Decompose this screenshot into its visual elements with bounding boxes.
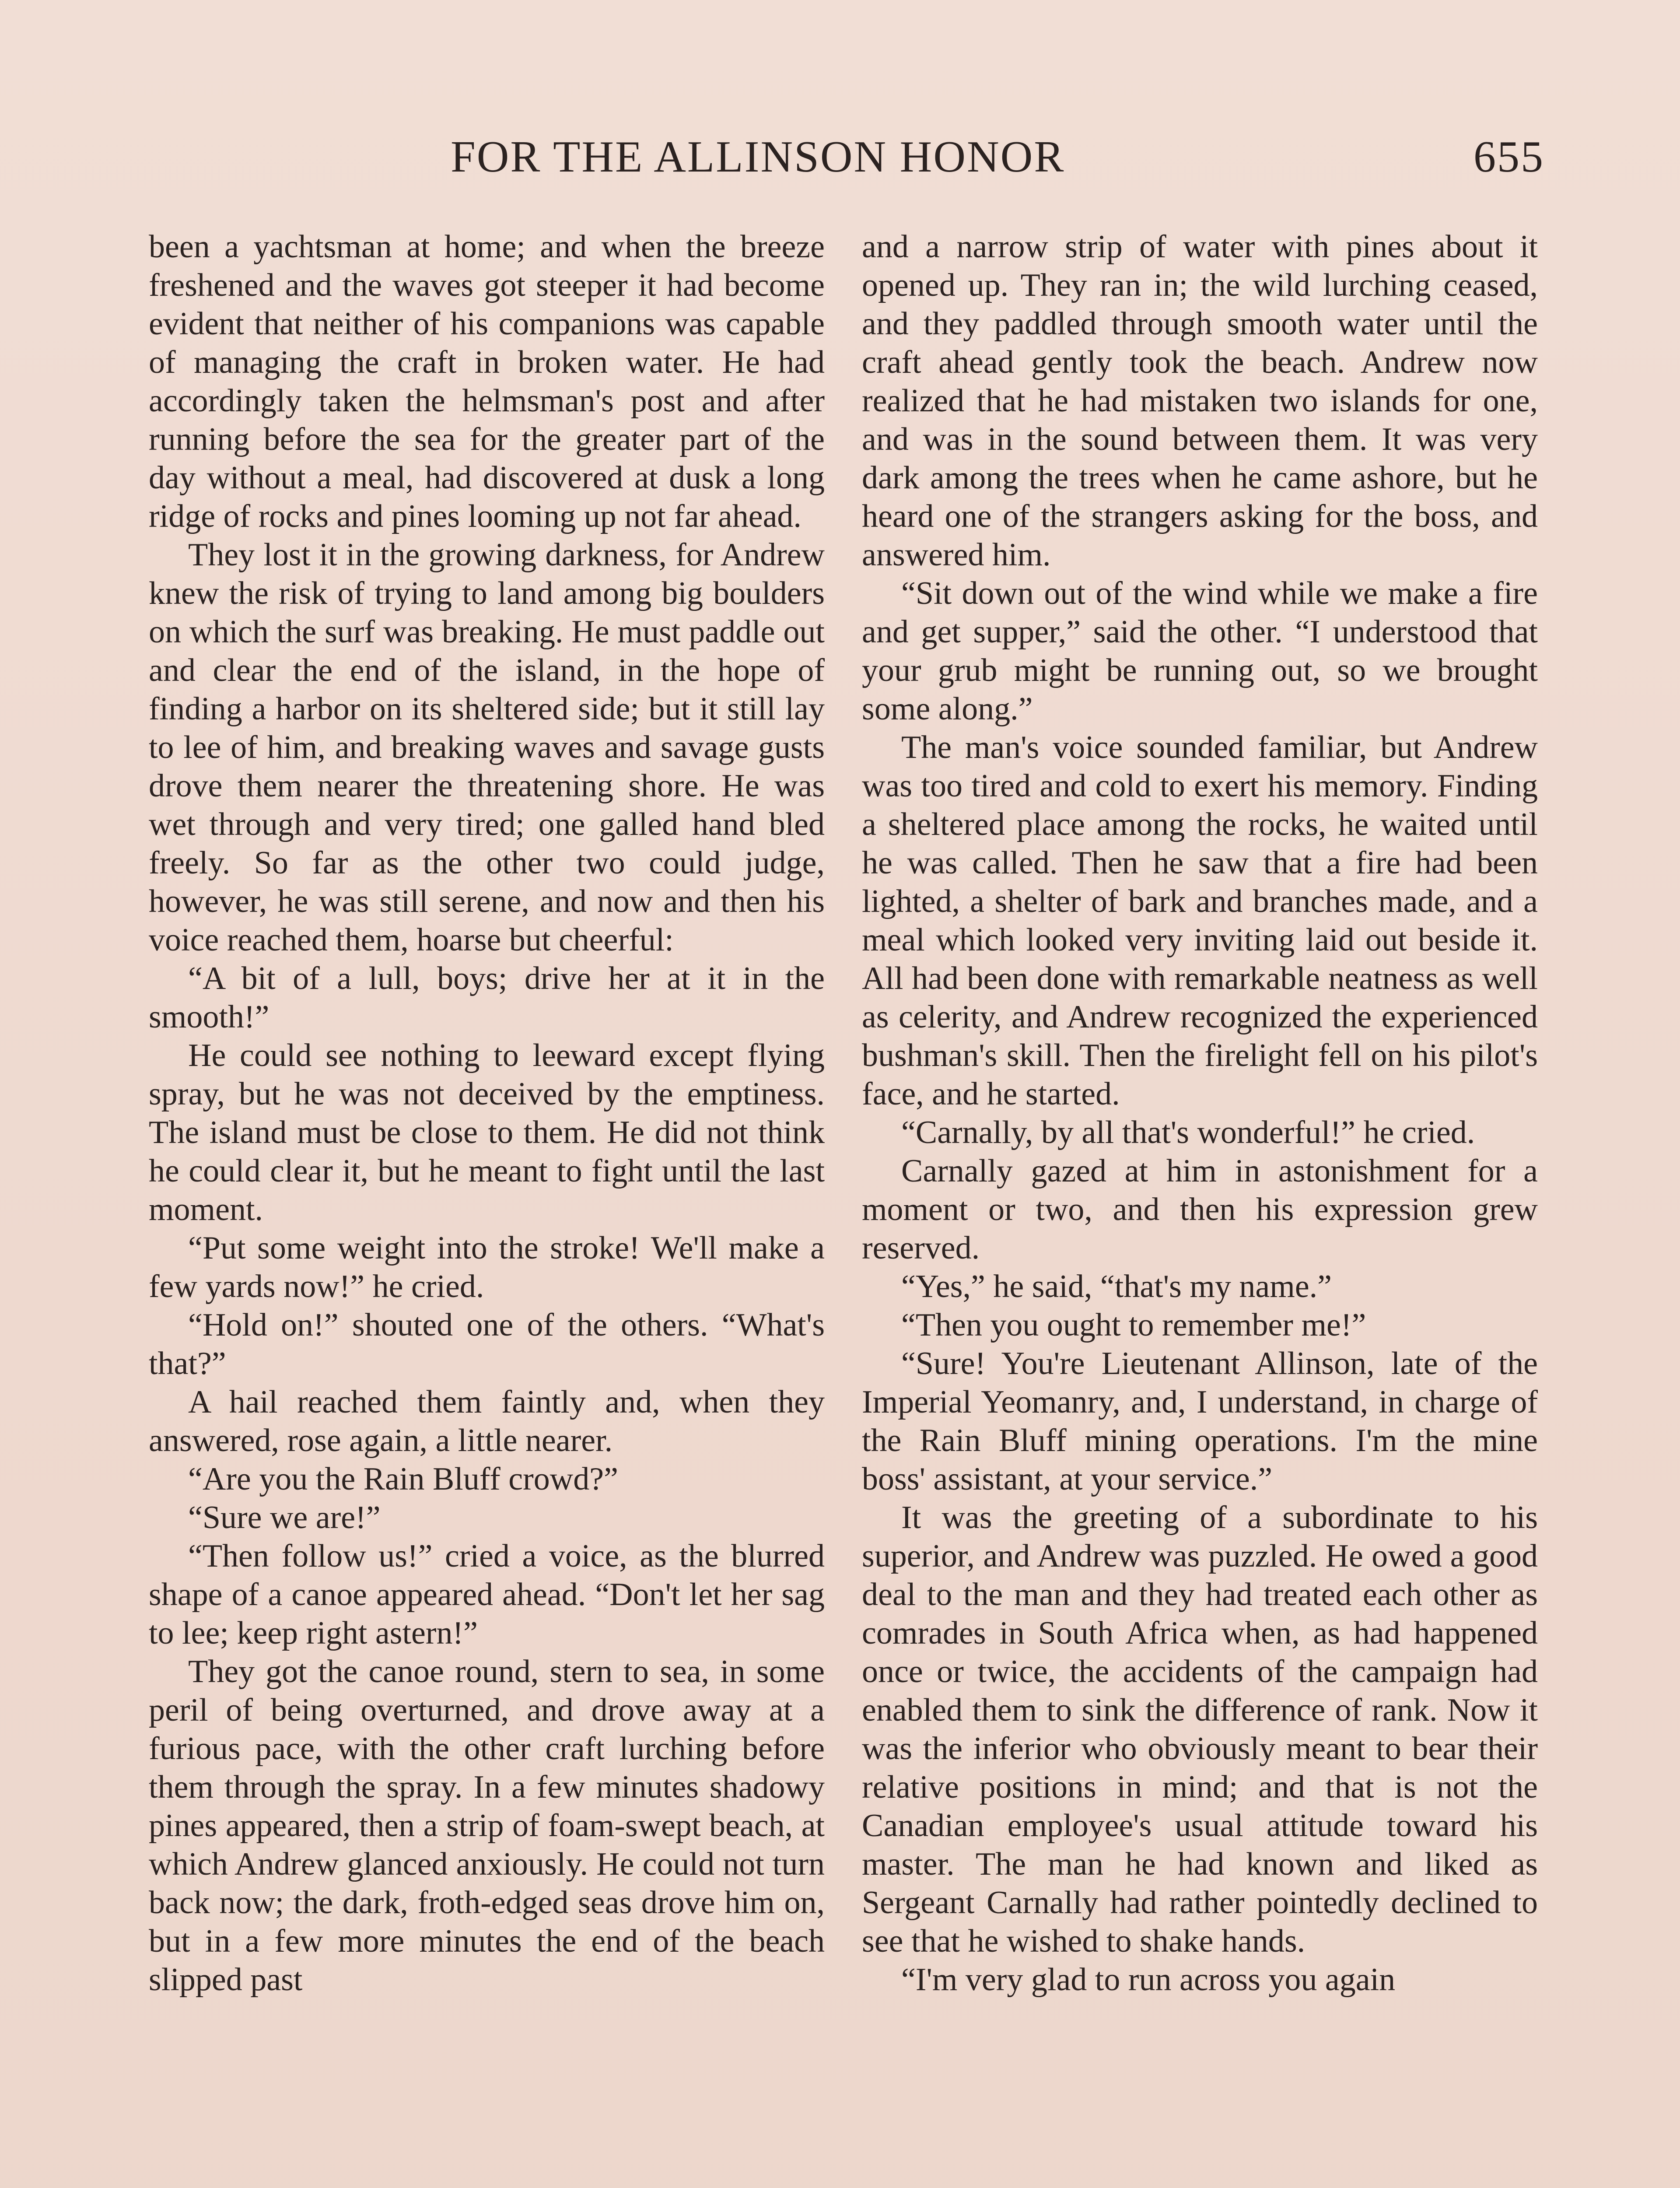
paragraph: “Yes,” he said, “that's my name.” xyxy=(901,1269,1332,1304)
paragraph: “A bit of a lull, boys; drive her at it in the smooth!” xyxy=(149,961,825,1035)
paragraph: and a narrow strip of water with pines about it opened up. They ran in; the wild lurching ceased, and they paddled through smooth water until the craft ahead gently took the beach. Andrew now realized that he had mistaken two islands for one, and was in the sound between them. It was very dark among the trees when he came ashore, but he heard one of the strangers asking for the boss, and answered him. xyxy=(862,229,1538,573)
paragraph: “Sit down out of the wind while we make a fire and get supper,” said the other. “I understood that your grub might be running out, so we brought some along.” xyxy=(862,575,1538,727)
paragraph: “I'm very glad to run across you again xyxy=(901,1962,1396,1998)
paragraph: “Then you ought to remember me!” xyxy=(901,1307,1366,1343)
paragraph: Carnally gazed at him in astonishment for a moment or two, and then his expression grew reserved. xyxy=(862,1153,1538,1266)
paragraph: They got the canoe round, stern to sea, in some peril of being overturned, and drove away at a furious pace, with the other craft lurching before them through the spray. In a few minutes shadowy pines appeared, then a strip of foam-swept beach, at which Andrew glanced anxiously. He could not turn back now; the dark, froth-edged seas drove him on, but in a few more minutes the end of the beach slipped past xyxy=(149,1654,825,1998)
paragraph: been a yachtsman at home; and when the breeze freshened and the waves got steeper it had become evident that neither of his companions was capable of managing the craft in broken water. He had accordingly taken the helmsman's post and after running before the sea for the greater part of the day without a meal, had discovered at dusk a long ridge of rocks and pines looming up not far ahead. xyxy=(149,229,825,534)
paragraph: The man's voice sounded familiar, but Andrew was too tired and cold to exert his memory. Finding a sheltered place among the rocks, he waited until he was called. Then he saw that a fire had been lighted, a shelter of bark and branches made, and a meal which looked very inviting laid out beside it. All had been done with remarkable neatness as well as celerity, and Andrew recognized the experienced bushman's skill. Then the firelight fell on his pilot's face, and he started. xyxy=(862,729,1538,1112)
running-title: FOR THE ALLINSON HONOR xyxy=(451,132,1065,182)
paragraph: “Are you the Rain Bluff crowd?” xyxy=(188,1461,618,1497)
paragraph: He could see nothing to leeward except flying spray, but he was not deceived by the emptiness. The island must be close to them. He did not think he could clear it, but he meant to fight until the last moment. xyxy=(149,1038,825,1227)
paragraph: A hail reached them faintly and, when they answered, rose again, a little nearer. xyxy=(149,1384,825,1459)
right-column xyxy=(862,228,1538,1999)
page-number: 655 xyxy=(1474,132,1544,182)
paragraph: “Carnally, by all that's wonderful!” he cried. xyxy=(901,1115,1475,1150)
paragraph: “Sure we are!” xyxy=(188,1500,381,1536)
paragraph: “Put some weight into the stroke! We'll make a few yards now!” he cried. xyxy=(149,1230,825,1304)
left-column xyxy=(149,228,825,1999)
paragraph: “Then follow us!” cried a voice, as the blurred shape of a canoe appeared ahead. “Don't let her sag to lee; keep right astern!” xyxy=(149,1538,825,1651)
running-header xyxy=(451,131,1544,188)
paragraph: They lost it in the growing darkness, for Andrew knew the risk of trying to land among big boulders on which the surf was breaking. He must paddle out and clear the end of the island, in the hope of finding a harbor on its sheltered side; but it still lay to lee of him, and breaking waves and savage gusts drove them nearer the threatening shore. He was wet through and very tired; one galled hand bled freely. So far as the other two could judge, however, he was still serene, and now and then his voice reached them, hoarse but cheerful: xyxy=(149,537,825,958)
paragraph: “Hold on!” shouted one of the others. “What's that?” xyxy=(149,1307,825,1382)
paragraph: It was the greeting of a subordinate to his superior, and Andrew was puzzled. He owed a good deal to the man and they had treated each other as comrades in South Africa when, as had happened once or twice, the accidents of the campaign had enabled them to sink the difference of rank. Now it was the inferior who obviously meant to bear their relative positions in mind; and that is not the Canadian employee's usual attitude toward his master. The man he had known and liked as Sergeant Carnally had rather pointedly declined to see that he wished to shake hands. xyxy=(862,1500,1538,1959)
paragraph: “Sure! You're Lieutenant Allinson, late of the Imperial Yeomanry, and, I understand, in charge of the Rain Bluff mining operations. I'm the mine boss' assistant, at your service.” xyxy=(862,1346,1538,1497)
